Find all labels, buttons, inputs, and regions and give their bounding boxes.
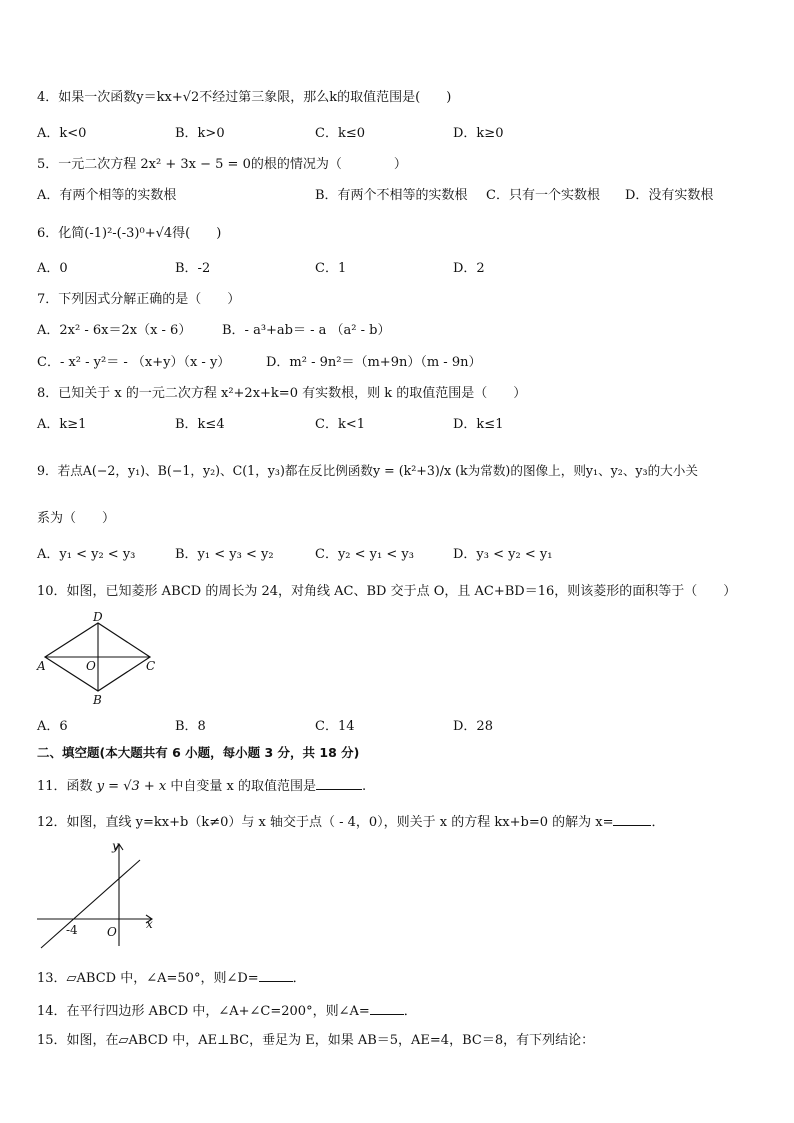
q14-answer-blank[interactable]: [370, 1001, 404, 1015]
q5-stem: 5．一元二次方程 2x² + 3x − 5 = 0的根的情况为（ ）: [37, 157, 407, 172]
q4-option-a: A．k<0: [37, 126, 87, 141]
q8-stem: 8．已知关于 x 的一元二次方程 x²+2x+k=0 有实数根，则 k 的取值范围是（ ）: [37, 386, 527, 401]
q10-option-a: A．6: [37, 719, 68, 734]
q10-stem: 10．如图，已知菱形 ABCD 的周长为 24，对角线 AC、BD 交于点 O，且 AC+BD＝16，则该菱形的面积等于（ ）: [37, 584, 737, 599]
q7-option-a: A．2x² - 6x＝2x（x - 6）: [37, 323, 192, 338]
q13-answer-blank[interactable]: [259, 968, 293, 982]
label-x: x: [146, 917, 153, 931]
q8-option-a: A．k≥1: [37, 417, 87, 432]
q9-option-d: D．y₃ < y₂ < y₁: [453, 547, 553, 562]
q6-option-c: C．1: [315, 261, 347, 276]
q9-option-a: A．y₁ < y₂ < y₃: [37, 547, 136, 562]
q11-answer-blank[interactable]: [316, 776, 362, 790]
q8-option-d: D．k≤1: [453, 417, 504, 432]
rhombus-figure: [35, 608, 165, 708]
q9-stem-continued: 系为（ ）: [37, 511, 116, 526]
q4-option-b: B．k>0: [175, 126, 225, 141]
q15-stem: 15．如图，在▱ABCD 中，AE⊥BC，垂足为 E，如果 AB＝5，AE=4，BC＝8，有下列结论：: [37, 1033, 595, 1048]
q8-option-c: C．k<1: [315, 417, 365, 432]
q6-stem: 6．化简(-1)²-(-3)⁰+√4得( ): [37, 226, 222, 241]
line-graph-figure: [35, 838, 165, 950]
q4-option-c: C．k≤0: [315, 126, 365, 141]
q9-option-b: B．y₁ < y₃ < y₂: [175, 547, 274, 562]
q7-option-d: D．m² - 9n²＝（m+9n）（m - 9n）: [266, 355, 482, 370]
label-minus-4: -4: [66, 923, 78, 937]
q9-option-c: C．y₂ < y₁ < y₃: [315, 547, 414, 562]
q10-option-c: C．14: [315, 719, 355, 734]
label-b: B: [93, 693, 102, 707]
q11-stem: 11．函数 y = √3 + x 中自变量 x 的取值范围是 .: [37, 776, 366, 796]
q7-option-c: C．- x² - y²＝ - （x+y）（x - y）: [37, 355, 231, 370]
q12-answer-blank[interactable]: [613, 812, 651, 826]
q5-option-a: A．有两个相等的实数根: [37, 188, 177, 203]
q12-text: 12．如图，直线 y=kx+b（k≠0）与 x 轴交于点（ - 4，0），则关于 x 的方程 kx+b=0 的解为 x=: [37, 815, 614, 830]
label-d: D: [93, 610, 103, 624]
q6-option-d: D．2: [453, 261, 485, 276]
q7-option-b: B．- a³+ab＝ - a （a² - b）: [222, 323, 391, 338]
q11-prefix: 11．函数: [37, 779, 93, 794]
q10-option-d: D．28: [453, 719, 493, 734]
q14-text: 14．在平行四边形 ABCD 中，∠A+∠C=200°，则∠A=: [37, 1004, 370, 1019]
q4-stem: 4．如果一次函数y＝kx+√2不经过第三象限，那么k的取值范围是( ): [37, 90, 452, 105]
label-origin: O: [107, 925, 117, 939]
q8-option-b: B．k≤4: [175, 417, 225, 432]
q7-stem: 7．下列因式分解正确的是（ ）: [37, 292, 241, 307]
q13-text: 13．▱ABCD 中，∠A=50°，则∠D=: [37, 971, 259, 986]
label-c: C: [146, 659, 156, 673]
line-y-kx-b: [41, 860, 140, 948]
label-o: O: [86, 659, 96, 673]
q11-suffix: 中自变量 x 的取值范围是: [170, 779, 316, 794]
q5-option-c: C．只有一个实数根: [486, 188, 600, 203]
q11-formula: y = √3 + x: [96, 779, 167, 794]
q13-stem: 13．▱ABCD 中，∠A=50°，则∠D= ．: [37, 968, 306, 988]
label-a: A: [37, 659, 46, 673]
q5-option-d: D．没有实数根: [625, 188, 714, 203]
label-y: y: [112, 839, 119, 853]
q5-option-b: B．有两个不相等的实数根: [315, 188, 468, 203]
q10-option-b: B．8: [175, 719, 206, 734]
q4-option-d: D．k≥0: [453, 126, 504, 141]
q12-stem: 12．如图，直线 y=kx+b（k≠0）与 x 轴交于点（ - 4，0），则关于 x 的方程 kx+b=0 的解为 x= ．: [37, 812, 665, 832]
q6-option-a: A．0: [37, 261, 68, 276]
section-fill-in-title: 二、填空题(本大题共有 6 小题，每小题 3 分，共 18 分): [37, 745, 360, 760]
q6-option-b: B．-2: [175, 261, 211, 276]
q14-stem: 14．在平行四边形 ABCD 中，∠A+∠C=200°，则∠A= ．: [37, 1001, 417, 1021]
q9-stem: 9．若点A(−2，y₁)、B(−1，y₂)、C(1，y₃)都在反比例函数y = (k²+3)/x (k为常数)的图像上，则y₁、y₂、y₃的大小关: [37, 463, 698, 478]
